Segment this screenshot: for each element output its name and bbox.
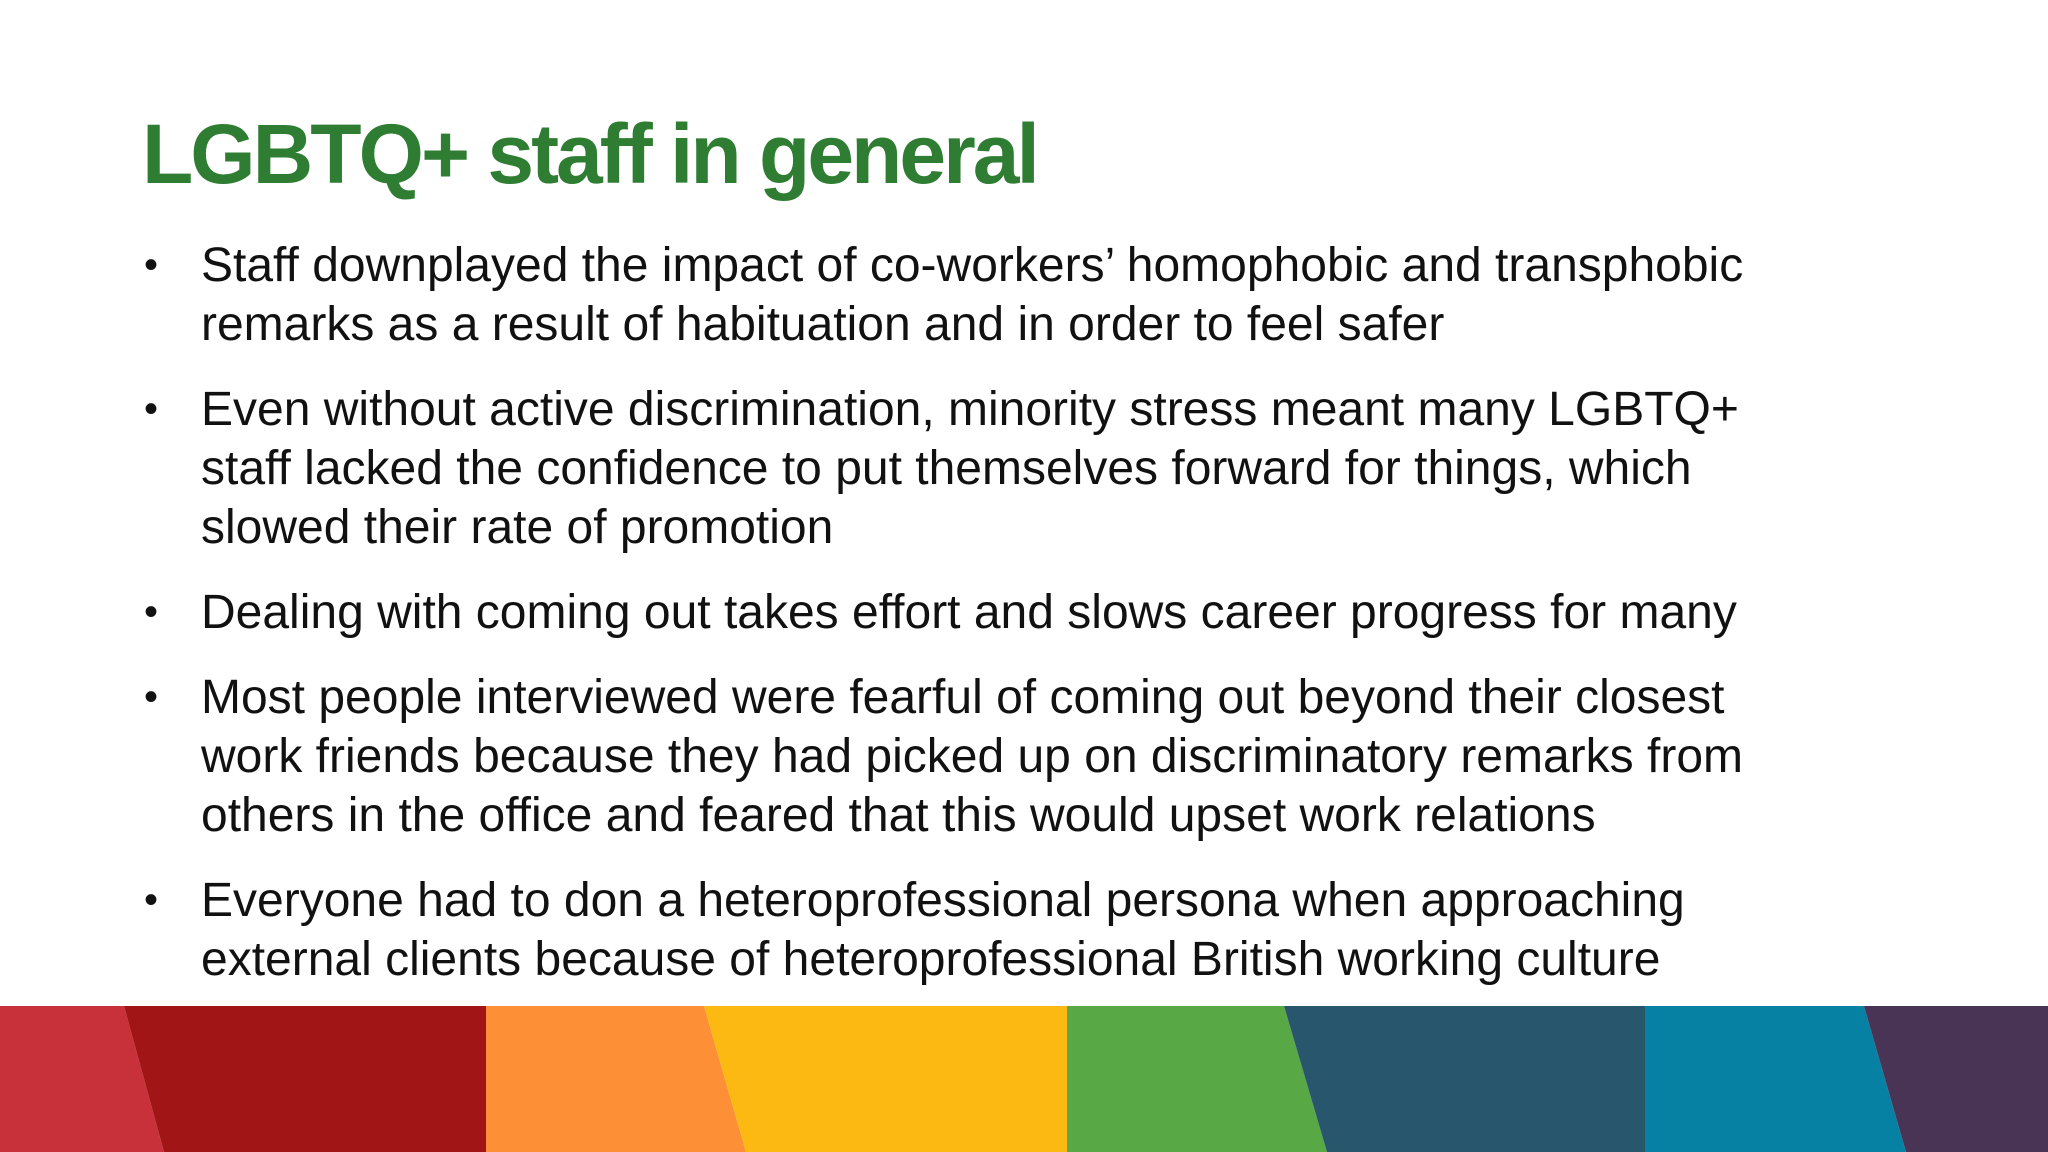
bullet-line: Most people interviewed were fearful of coming out beyond their closest: [201, 671, 1725, 724]
bullet-point-icon: •: [144, 590, 159, 634]
bullet-line: Staff downplayed the impact of co-workers’ homophobic and transphobic: [201, 239, 1744, 292]
bullet-line: Dealing with coming out takes effort and slows career progress for many: [201, 586, 1737, 639]
rainbow-stripe: [0, 1006, 2048, 1152]
bullet-item: [140, 668, 1900, 845]
bullet-point-icon: •: [144, 387, 159, 431]
bullet-line: Even without active discrimination, minority stress meant many LGBTQ+: [201, 383, 1739, 436]
bullet-item: [140, 380, 1900, 557]
slide-title: LGBTQ+ staff in general: [142, 107, 1037, 201]
bullet-line: work friends because they had picked up on discriminatory remarks from: [201, 730, 1743, 783]
bullet-line: Everyone had to don a heteroprofessional persona when approaching: [201, 874, 1685, 927]
bullet-line: staff lacked the confidence to put themselves forward for things, which: [201, 442, 1692, 495]
bullet-line: external clients because of heteroprofessional British working culture: [201, 933, 1661, 986]
bullet-item: [140, 871, 1900, 989]
bullet-item: [140, 236, 1900, 354]
bullet-line: others in the office and feared that this would upset work relations: [201, 789, 1596, 842]
stripe-segment-yellow: [704, 1006, 1067, 1152]
stripe-segment-blue: [1645, 1006, 1906, 1152]
stripe-segment-orange: [486, 1006, 746, 1152]
bullet-line: slowed their rate of promotion: [201, 501, 834, 554]
bullet-line: remarks as a result of habituation and in order to feel safer: [201, 298, 1445, 351]
bullet-list: [140, 236, 1900, 1015]
stripe-segment-dark-teal: [1284, 1006, 1645, 1152]
bullet-point-icon: •: [144, 878, 159, 922]
stripe-segment-dark-red: [124, 1006, 486, 1152]
bullet-point-icon: •: [144, 675, 159, 719]
bullet-item: [140, 583, 1900, 642]
bullet-point-icon: •: [144, 243, 159, 287]
stripe-segment-green: [1067, 1006, 1327, 1152]
